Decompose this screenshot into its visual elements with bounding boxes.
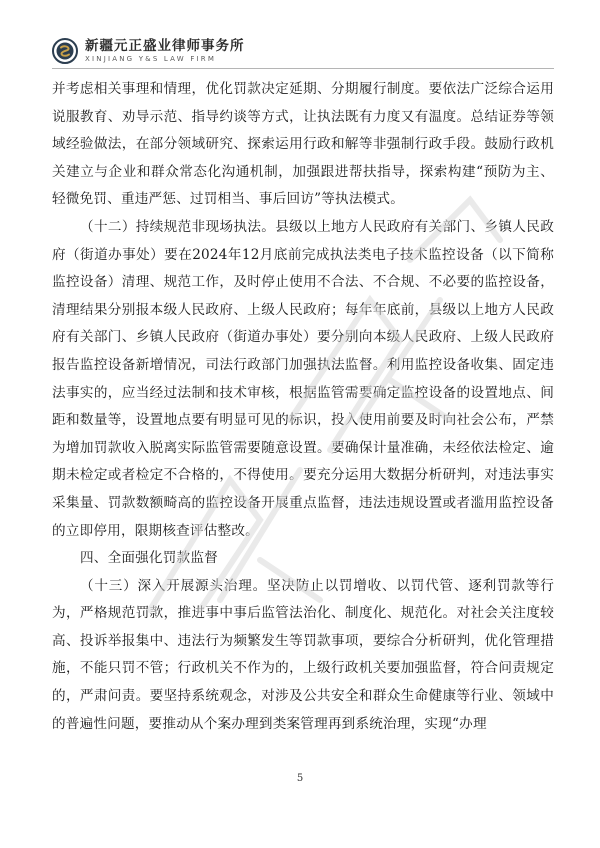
document-header: [52, 36, 245, 66]
header-divider: [52, 68, 554, 69]
paragraph-continuation: 并考虑相关事理和情理，优化罚款决定延期、分期履行制度。要依法广泛综合运用说服教育、劝导示范、指导约谈等方式，让执法既有力度又有温度。总结证券等领域经验做法，在部分领域研究、探索运用行政和解等非强制行政手段。鼓励行政机关建立与企业和群众常态化沟通机制，加强跟进帮扶指导，探索构建“预防为主、轻微免罚、重违严惩、过罚相当、事后回访”等执法模式。: [52, 81, 554, 208]
paragraph-item-12: （十二）持续规范非现场执法。县级以上地方人民政府有关部门、乡镇人民政府（街道办事处）要在2024年12月底前完成执法类电子技术监控设备（以下简称监控设备）清理、规范工作，及时停止使用不合法、不合规、不必要的监控设备，清理结果分别报本级人民政府、上级人民政府；每年年底前，县级以上地方人民政府有关部门、乡镇人民政府（街道办事处）要分别向本级人民政府、上级人民政府报告监控设备新增情况，司法行政部门加强执法监督。利用监控设备收集、固定违法事实的，应当经过法制和技术审核，根据监管需要确定监控设备的设置地点、间距和数量等，设置地点要有明显可见的标识，投入使用前要及时向社会公布，严禁为增加罚款收入脱离实际监管需要随意设置。要确保计量准确，未经依法检定、逾期未检定或者检定不合格的，不得使用。要充分运用大数据分析研判，对违法事实采集量、罚款数额畸高的监控设备开展重点监督，违法违规设置或者滥用监控设备的立即停用，限期核查评估整改。: [52, 218, 554, 539]
firm-name-chinese: 新疆元正盛业律师事务所: [85, 37, 245, 54]
page-number: 5: [296, 773, 304, 784]
firm-logo-icon: [52, 38, 78, 64]
firm-name-english: XINJIANG Y&S LAW FIRM: [85, 54, 217, 63]
firm-name-block: [85, 39, 245, 64]
document-body: [52, 76, 554, 738]
section-heading: 四、全面强化罚款监督: [80, 550, 218, 567]
paragraph-item-13: （十三）深入开展源头治理。坚决防止以罚增收、以罚代管、逐利罚款等行为，严格规范罚款，推进事中事后监管法治化、制度化、规范化。对社会关注度较高、投诉举报集中、违法行为频繁发生等罚款事项，要综合分析研判，优化管理措施，不能只罚不管；行政机关不作为的，上级行政机关要加强监督，符合问责规定的，严肃问责。要坚持系统观念，对涉及公共安全和群众生命健康等行业、领域中的普遍性问题，要推动从个案办理到类案管理再到系统治理，实现“办理: [52, 577, 554, 732]
